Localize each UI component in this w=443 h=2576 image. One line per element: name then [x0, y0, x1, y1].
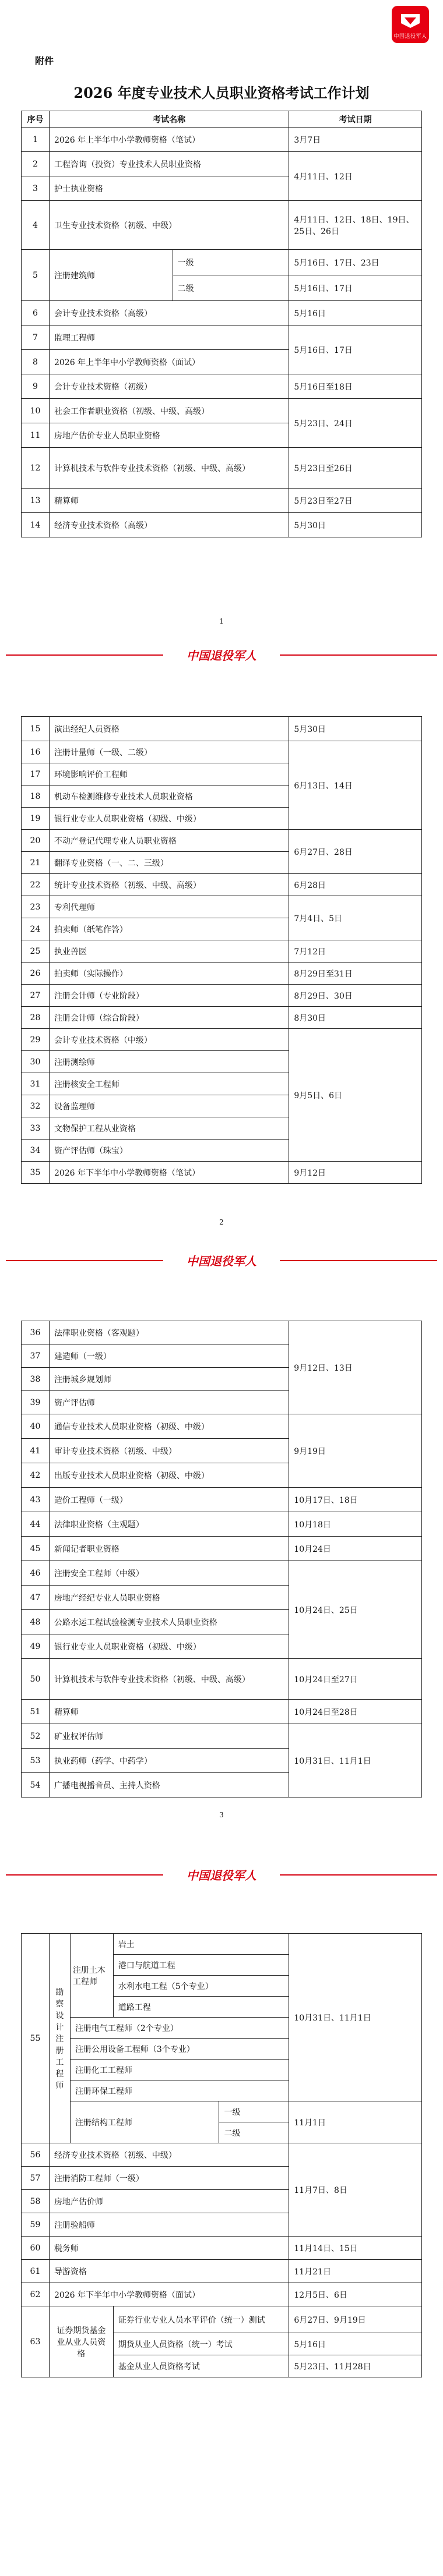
table-row: 48 公路水运工程试验检测专业技术人员职业资格	[22, 1610, 422, 1634]
page-number: 2	[219, 1218, 224, 1226]
table-row: 40 通信专业技术人员职业资格（初级、中级） 9月19日	[22, 1414, 422, 1439]
table-row: 19 银行业专业人员职业资格（初级、中级）	[22, 808, 422, 830]
page-number: 3	[219, 1811, 224, 1819]
table-row: 47 房地产经纪专业人员职业资格	[22, 1586, 422, 1610]
table-row: 46 注册安全工程师（中级） 10月24日、25日	[22, 1561, 422, 1586]
table-row: 36 法律职业资格（客观题） 9月12日、13日	[22, 1321, 422, 1344]
table-row: 34 资产评估师（珠宝）	[22, 1140, 422, 1162]
table-row: 62 2026 年下半年中小学教师资格（面试） 12月5日、6日	[22, 2283, 422, 2306]
table-row: 8 2026 年上半年中小学教师资格（面试）	[22, 350, 422, 374]
table-row: 31 注册核安全工程师	[22, 1073, 422, 1095]
table-row: 33 文物保护工程从业资格	[22, 1117, 422, 1140]
table-row: 39 资产评估师	[22, 1391, 422, 1414]
table-row: 58 房地产估价师	[22, 2190, 422, 2213]
brand-logo	[392, 6, 429, 43]
page-separator	[0, 1252, 443, 1269]
schedule-table-4	[21, 1933, 422, 2377]
table-row: 5 注册建筑师 一级 5月16日、17日、23日	[22, 250, 422, 275]
table-row: 37 建造师（一级）	[22, 1344, 422, 1368]
table-row: 注册电气工程师（2个专业）	[22, 2018, 422, 2039]
table-row: 32 设备监理师	[22, 1095, 422, 1117]
table-row: 基金从业人员资格考试 5月23日、11月28日	[22, 2355, 422, 2377]
table-row: 55 勘察设计注册工程师 注册土木工程师 岩土 10月31日、11月1日	[22, 1934, 422, 1955]
table-row: 22 统计专业技术资格（初级、中级、高级） 6月28日	[22, 874, 422, 896]
table-row: 43 造价工程师（一级） 10月17日、18日	[22, 1488, 422, 1512]
table-row: 27 注册会计师（专业阶段） 8月29日、30日	[22, 985, 422, 1007]
table-row: 59 注册验船师	[22, 2213, 422, 2237]
table-row: 10 社会工作者职业资格（初级、中级、高级） 5月23日、24日	[22, 399, 422, 423]
header-date: 考试日期	[289, 111, 422, 128]
table-row: 44 法律职业资格（主观题） 10月18日	[22, 1512, 422, 1537]
table-row: 4 卫生专业技术资格（初级、中级） 4月11日、12日、18日、19日、25日、26日	[22, 201, 422, 250]
separator-brand-text: 中国退役军人	[187, 649, 256, 663]
table-row: 45 新闻记者职业资格 10月24日	[22, 1537, 422, 1561]
table-row: 23 专利代理师 7月4日、5日	[22, 896, 422, 918]
table-row: 道路工程	[22, 1997, 422, 2018]
header-no: 序号	[22, 111, 50, 128]
table-row: 15 演出经纪人员资格 5月30日	[22, 717, 422, 741]
table-row: 24 拍卖师（纸笔作答）	[22, 918, 422, 940]
table-row: 50 计算机技术与软件专业技术资格（初级、中级、高级） 10月24日至27日	[22, 1659, 422, 1700]
page-number: 1	[219, 617, 224, 625]
table-row: 60 税务师 11月14日、15日	[22, 2237, 422, 2260]
table-row: 16 注册计量师（一级、二级） 6月13日、14日	[22, 741, 422, 763]
table-row: 20 不动产登记代理专业人员职业资格 6月27日、28日	[22, 830, 422, 852]
table-row: 注册化工工程师	[22, 2060, 422, 2080]
attachment-label: 附件	[35, 55, 54, 66]
table-row: 63 证券期货基金业从业人员资格 证券行业专业人员水平评价（统一）测试 6月27日、9月19日	[22, 2306, 422, 2333]
table-row: 41 审计专业技术资格（初级、中级）	[22, 1439, 422, 1463]
schedule-table-3	[21, 1321, 422, 1797]
table-row: 水利水电工程（5个专业）	[22, 1976, 422, 1997]
table-row: 38 注册城乡规划师	[22, 1368, 422, 1391]
table-row: 3 护士执业资格	[22, 176, 422, 201]
schedule-table-1	[21, 111, 422, 537]
separator-brand-text: 中国退役军人	[187, 1869, 256, 1883]
table-row: 52 矿业权评估师 10月31日、11月1日	[22, 1724, 422, 1749]
table-row: 17 环境影响评价工程师	[22, 763, 422, 785]
header-name: 考试名称	[49, 111, 289, 128]
table-row: 6 会计专业技术资格（高级） 5月16日	[22, 301, 422, 325]
table-row: 1 2026 年上半年中小学教师资格（笔试） 3月7日	[22, 128, 422, 152]
table-row: 二级	[22, 2122, 422, 2143]
table-row: 期货从业人员资格（统一）考试 5月16日	[22, 2333, 422, 2355]
table-row: 35 2026 年下半年中小学教师资格（笔试） 9月12日	[22, 1162, 422, 1184]
page-title: 2026 年度专业技术人员职业资格考试工作计划	[73, 84, 370, 101]
table-row: 56 经济专业技术资格（初级、中级） 11月7日、8日	[22, 2143, 422, 2167]
table-row: 7 监理工程师 5月16日、17日	[22, 325, 422, 350]
table-row: 57 注册消防工程师（一级）	[22, 2167, 422, 2190]
table-row: 13 精算师 5月23日至27日	[22, 489, 422, 513]
page-separator	[0, 1866, 443, 1884]
logo-mark-icon	[399, 12, 422, 30]
table-row: 49 银行业专业人员职业资格（初级、中级）	[22, 1634, 422, 1659]
page-separator	[0, 646, 443, 664]
table-row: 注册环保工程师	[22, 2080, 422, 2101]
table-row: 12 计算机技术与软件专业技术资格（初级、中级、高级） 5月23日至26日	[22, 448, 422, 489]
table-row: 28 注册会计师（综合阶段） 8月30日	[22, 1007, 422, 1029]
table-row: 54 广播电视播音员、主持人资格	[22, 1773, 422, 1797]
table-row: 21 翻译专业资格（一、二、三级）	[22, 852, 422, 874]
table-row: 11 房地产估价专业人员职业资格	[22, 423, 422, 448]
table-row: 26 拍卖师（实际操作） 8月29日至31日	[22, 963, 422, 985]
table-row: 18 机动车检测维修专业技术人员职业资格	[22, 785, 422, 808]
table-row: 二级 5月16日、17日	[22, 275, 422, 301]
separator-brand-text: 中国退役军人	[187, 1254, 256, 1268]
table-row: 注册公用设备工程师（3个专业）	[22, 2039, 422, 2060]
table-row: 25 执业兽医 7月12日	[22, 940, 422, 963]
table-row: 9 会计专业技术资格（初级） 5月16日至18日	[22, 374, 422, 399]
table-row: 注册结构工程师 一级 11月1日	[22, 2101, 422, 2122]
table-row: 61 导游资格 11月21日	[22, 2260, 422, 2283]
table-row: 42 出版专业技术人员职业资格（初级、中级）	[22, 1463, 422, 1488]
table-row: 2 工程咨询（投资）专业技术人员职业资格 4月11日、12日	[22, 152, 422, 176]
table-row: 29 会计专业技术资格（中级） 9月5日、6日	[22, 1029, 422, 1051]
table-row: 30 注册测绘师	[22, 1051, 422, 1073]
table-row: 51 精算师 10月24日至28日	[22, 1700, 422, 1724]
logo-text: 中国退役军人	[393, 34, 427, 40]
table-row: 14 经济专业技术资格（高级） 5月30日	[22, 513, 422, 537]
table-row: 53 执业药师（药学、中药学）	[22, 1749, 422, 1773]
table-row: 港口与航道工程	[22, 1955, 422, 1976]
table-header-row	[22, 111, 422, 128]
schedule-table-2	[21, 716, 422, 1184]
